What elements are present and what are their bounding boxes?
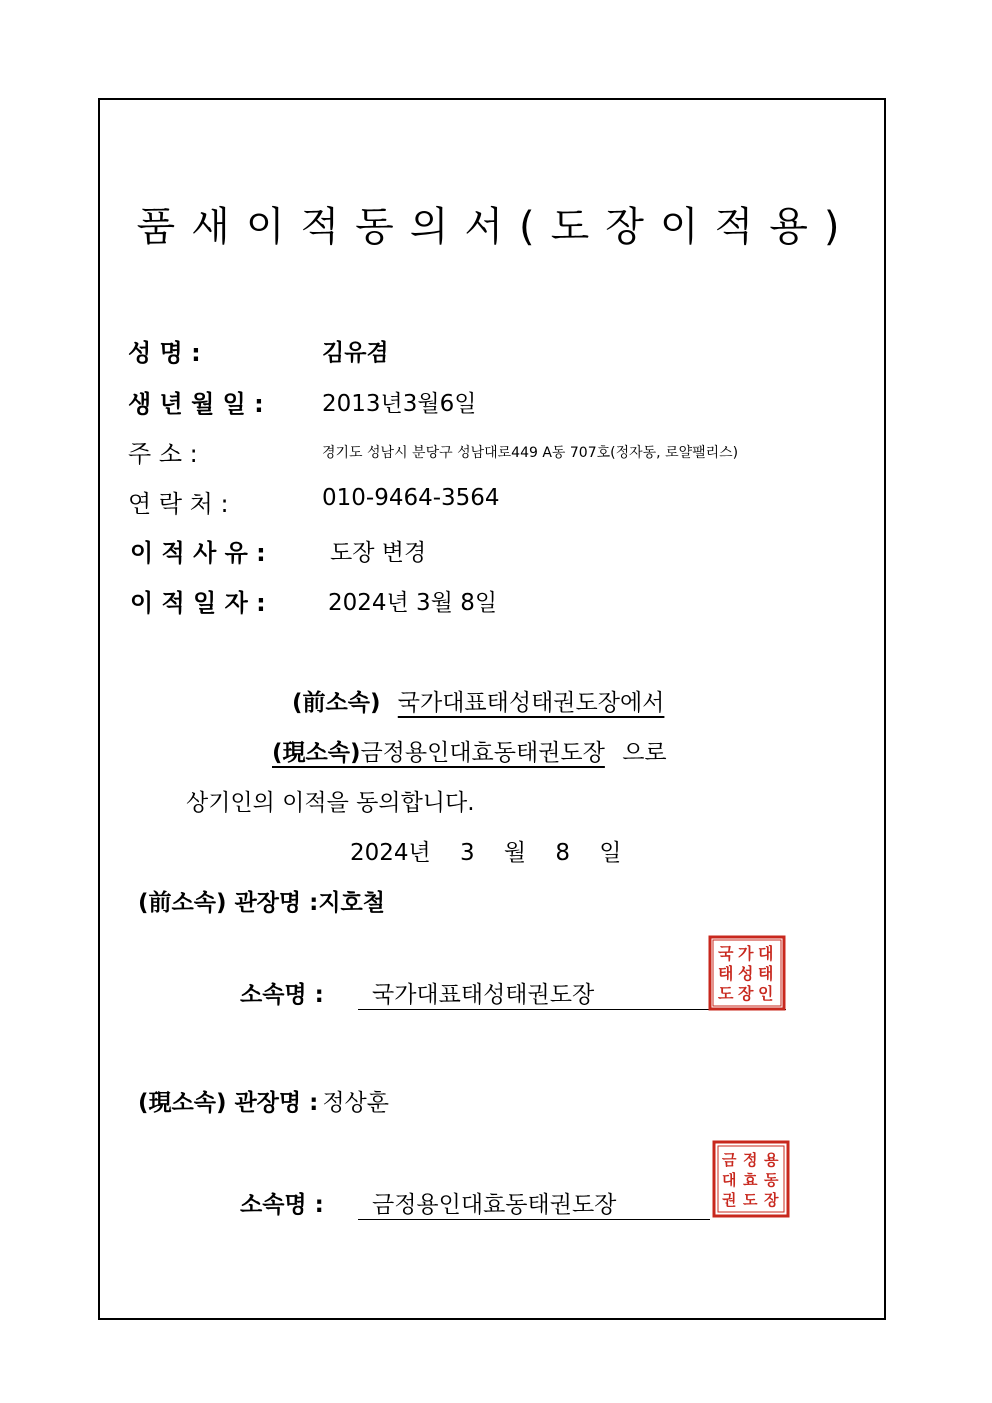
curr-affiliation-line	[272, 734, 667, 767]
svg-text:성: 성	[738, 964, 754, 983]
prev-head-label: (前소속) 관장명 :	[138, 890, 319, 916]
svg-text:대: 대	[722, 1171, 737, 1189]
curr-gym-seal	[712, 1140, 790, 1218]
prev-head-line	[138, 884, 385, 917]
prev-head-name: 지호철	[318, 890, 385, 916]
birth-label: 생 년 월 일 :	[128, 390, 264, 418]
svg-text:정: 정	[743, 1151, 758, 1169]
svg-text:장: 장	[764, 1191, 779, 1209]
prev-affiliation-line	[292, 684, 664, 717]
name-label: 성 명 :	[128, 339, 201, 367]
consent-date: 2024년 3 월 8 일	[350, 840, 622, 866]
svg-text:국: 국	[718, 944, 734, 963]
svg-text:대: 대	[758, 944, 774, 963]
curr-dojang-name: 금정용인대효동태권도장	[360, 740, 605, 766]
contact-value: 010-9464-3564	[322, 485, 500, 511]
consent-text: 상기인의 이적을 동의합니다.	[186, 790, 475, 816]
prev-affil-label: 소속명 :	[240, 982, 324, 1008]
svg-text:인: 인	[758, 984, 774, 1003]
curr-affil-label: 소속명 :	[240, 1192, 324, 1218]
name-value: 김유겸	[322, 340, 389, 366]
svg-text:태: 태	[718, 964, 734, 983]
curr-affil-underline	[358, 1219, 710, 1220]
curr-suffix: 으로	[622, 740, 667, 766]
contact-label: 연 락 처 :	[128, 490, 229, 518]
svg-text:효: 효	[743, 1171, 758, 1189]
transfer-date-value: 2024년 3월 8일	[328, 590, 498, 616]
curr-head-label: (現소속) 관장명 :	[138, 1090, 319, 1116]
svg-text:동: 동	[764, 1171, 779, 1189]
address-label: 주 소 :	[128, 440, 198, 468]
curr-affil-name: 금정용인대효동태권도장	[372, 1192, 617, 1218]
reason-value: 도장 변경	[330, 540, 427, 566]
curr-head-name: 정상훈	[322, 1090, 389, 1116]
svg-text:용: 용	[764, 1151, 779, 1169]
svg-text:태: 태	[758, 964, 774, 983]
curr-head-line	[138, 1084, 389, 1117]
svg-text:장: 장	[738, 984, 754, 1003]
prev-gym-seal	[708, 935, 786, 1011]
reason-label: 이 적 사 유 :	[130, 539, 266, 567]
prev-prefix: (前소속)	[292, 690, 381, 716]
svg-text:금: 금	[722, 1151, 737, 1169]
curr-prefix: (現소속)	[272, 740, 361, 766]
transfer-date-label: 이 적 일 자 :	[130, 589, 266, 617]
birth-value: 2013년3월6일	[322, 391, 477, 417]
svg-text:도: 도	[718, 984, 734, 1003]
prev-dojang-name: 국가대표태성태권도장에서	[397, 690, 665, 716]
svg-text:가: 가	[738, 944, 754, 963]
svg-text:도: 도	[743, 1191, 758, 1209]
address-value: 경기도 성남시 분당구 성남대로449 A동 707호(정자동, 로얄팰리스)	[322, 445, 739, 461]
document-title: 품새이적동의서(도장이적용)	[136, 204, 856, 250]
prev-affil-name: 국가대표태성태권도장	[372, 982, 595, 1008]
svg-text:권: 권	[722, 1191, 737, 1209]
